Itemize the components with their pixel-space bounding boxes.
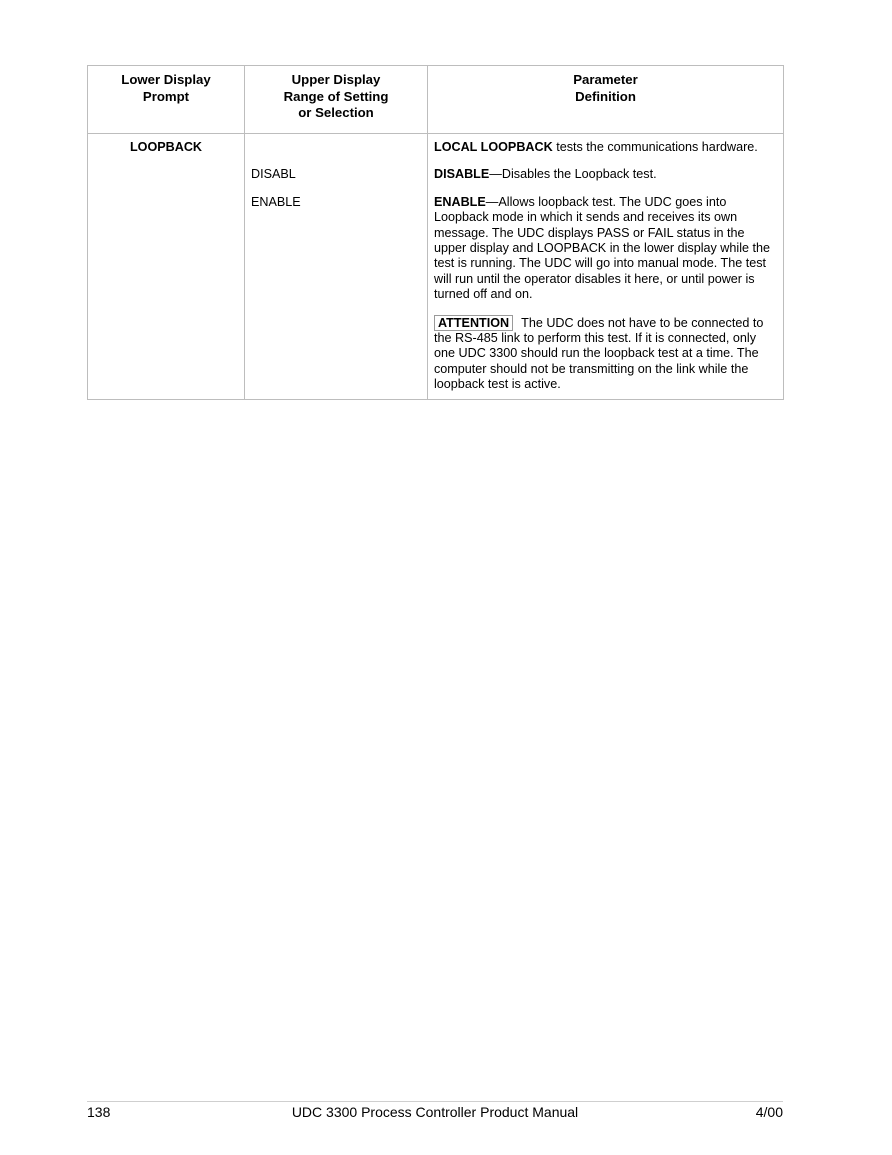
definition-attention <box>434 315 777 393</box>
attention-label: ATTENTION <box>434 315 513 331</box>
definition-enable-text: —Allows loopback test. The UDC goes into Loopback mode in which it sends and receives its own message. The UDC displays PASS or FAIL status in the upper display and LOOPBACK in the lower display while the test is running. The UDC will go into manual mode. The test will run until the operator disables it here, or until power is turned off and on. <box>434 194 771 302</box>
definition-disable-term: DISABLE <box>434 167 490 182</box>
range-cell <box>245 134 428 400</box>
table-header-row <box>88 66 784 134</box>
definition-disable <box>434 167 777 182</box>
definition-enable <box>434 195 777 303</box>
definition-cell <box>428 134 784 400</box>
header-upper-display-range <box>245 66 428 134</box>
definition-intro-term: LOCAL LOOPBACK <box>434 140 553 154</box>
definition-disable-text: —Disables the Loopback test. <box>489 167 657 182</box>
header-line: Lower Display <box>121 72 211 87</box>
definition-enable-term: ENABLE <box>434 194 486 209</box>
revision-date: 4/00 <box>755 1104 783 1120</box>
header-line: Parameter <box>573 72 638 87</box>
definition-intro-text: tests the communications hardware. <box>552 140 758 154</box>
prompt-cell <box>88 134 245 400</box>
prompt-value: LOOPBACK <box>129 140 203 154</box>
range-option-enable: ENABLE <box>251 194 301 209</box>
attention-text: The UDC does not have to be connected to the RS-485 link to perform this test. If it is connected, only one UDC 3300 should run the loopback test at a time. The computer should not be transmitting on the link while the loopback test is active. <box>434 315 764 392</box>
range-spacer <box>251 140 427 155</box>
header-line: Upper Display <box>291 72 381 87</box>
header-line: Range of Setting <box>283 88 389 104</box>
manual-title: UDC 3300 Process Controller Product Manual <box>291 1104 579 1120</box>
range-option-disabl: DISABL <box>251 167 296 182</box>
page-number: 138 <box>87 1104 111 1120</box>
parameter-table <box>87 65 784 400</box>
definition-intro <box>434 140 777 155</box>
table-row <box>88 134 784 400</box>
range-gap <box>251 183 427 195</box>
header-lower-display-prompt <box>88 66 245 134</box>
header-line: Prompt <box>142 88 190 104</box>
header-parameter-definition <box>428 66 784 134</box>
header-line: Definition <box>575 88 636 104</box>
footer-divider <box>87 1101 783 1102</box>
header-line: or Selection <box>298 105 374 121</box>
